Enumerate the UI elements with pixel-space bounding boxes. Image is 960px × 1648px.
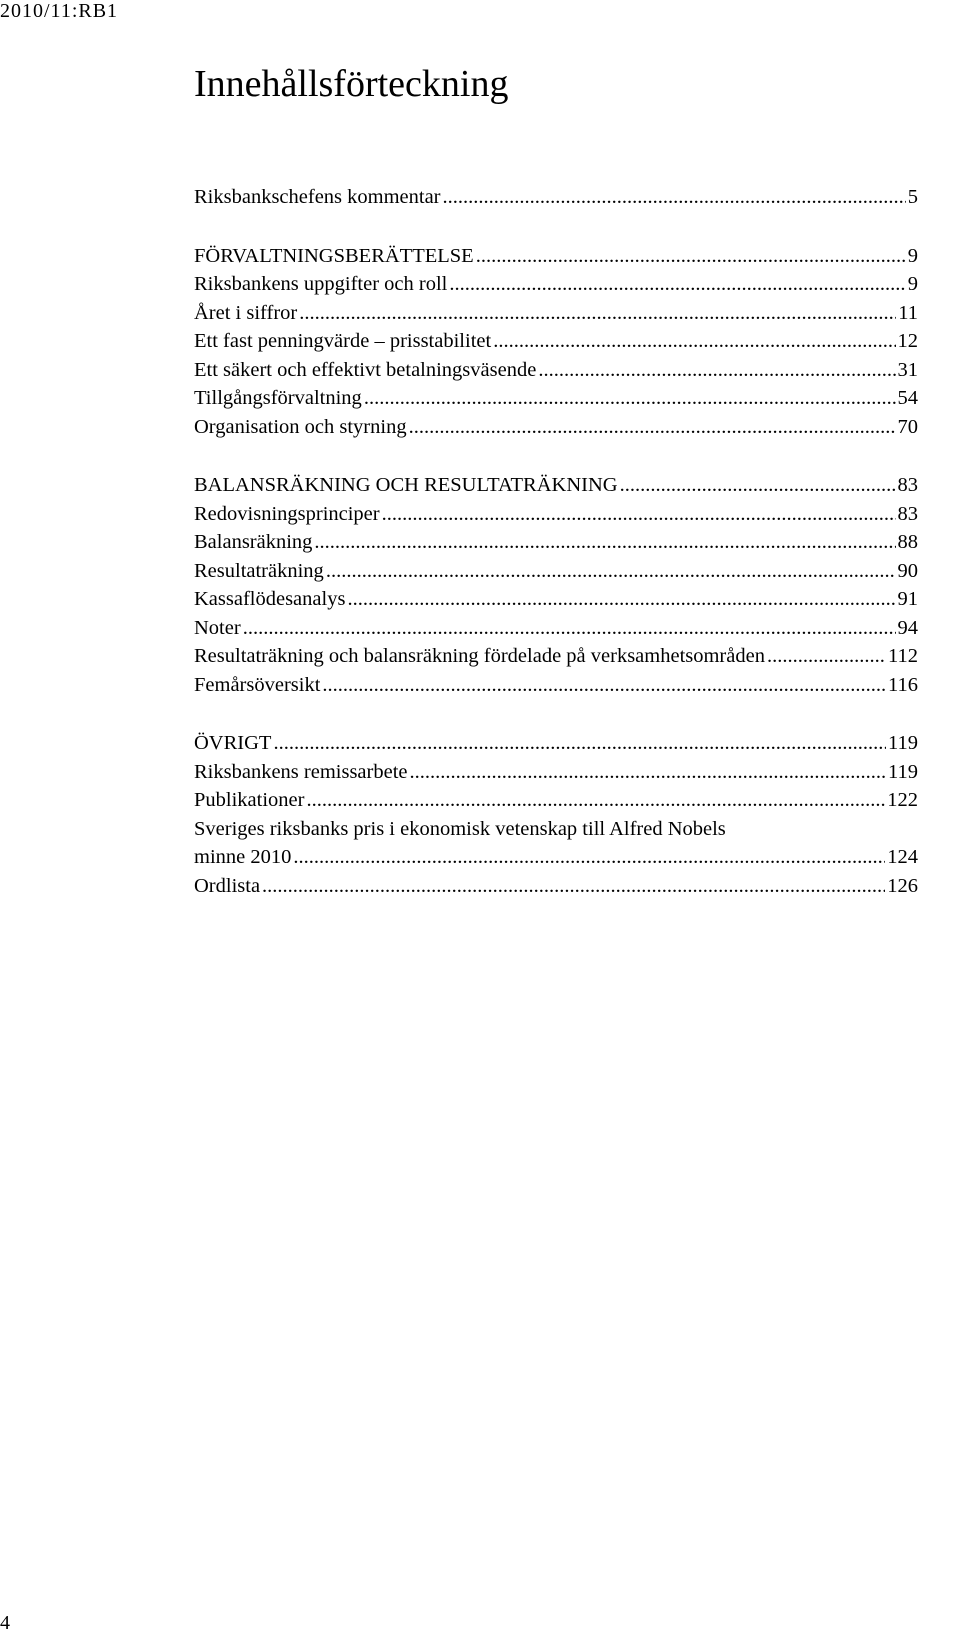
toc-entry-label: Ordlista (194, 874, 261, 897)
toc-entry-page: 116 (888, 673, 918, 696)
dot-leader (476, 242, 906, 271)
toc-entry-page: 5 (907, 186, 918, 208)
toc-entry-label: Kassaflödesanalys (194, 588, 346, 610)
dot-leader (620, 471, 896, 500)
toc-entry-label: BALANSRÄKNING OCH RESULTATRÄKNING (194, 474, 618, 496)
toc-entry-page: 126 (887, 874, 918, 897)
dot-leader (449, 270, 905, 299)
toc-entry-label: ÖVRIGT (194, 732, 272, 754)
dot-leader (347, 585, 895, 614)
toc-entry-page: 94 (897, 616, 918, 639)
toc-entry-page: 12 (897, 330, 918, 352)
toc-entry-label-continued: minne 2010 (194, 846, 292, 868)
page-title: Innehållsförteckning (194, 63, 509, 105)
toc-entry-label: Sveriges riksbanks pris i ekonomisk vetenskap till Alfred Nobels (194, 817, 726, 840)
toc-entry-page: 70 (897, 415, 918, 438)
toc-group (194, 242, 918, 442)
dot-leader (364, 384, 896, 413)
dot-leader (322, 671, 886, 700)
toc-entry-page: 83 (897, 474, 918, 496)
dot-leader (493, 327, 895, 356)
toc-entry[interactable] (194, 872, 918, 901)
toc-entry[interactable] (194, 242, 918, 271)
table-of-contents (194, 183, 918, 930)
toc-group (194, 183, 918, 212)
toc-entry[interactable] (194, 528, 918, 557)
dot-leader (299, 299, 896, 328)
toc-entry-page: 9 (907, 244, 918, 267)
toc-entry-label: Resultaträkning (194, 559, 324, 582)
toc-entry[interactable] (194, 384, 918, 413)
toc-group (194, 729, 918, 900)
toc-entry-page: 83 (897, 502, 918, 525)
toc-entry[interactable] (194, 786, 918, 815)
toc-entry-line2 (194, 843, 918, 872)
toc-entry-page: 112 (888, 645, 918, 667)
dot-leader (409, 413, 896, 442)
toc-entry[interactable] (194, 413, 918, 442)
toc-entry-label: Riksbankschefens kommentar (194, 186, 441, 208)
toc-entry[interactable] (194, 585, 918, 614)
toc-entry[interactable] (194, 183, 918, 212)
toc-entry[interactable] (194, 671, 918, 700)
document-code: 2010/11:RB1 (0, 0, 119, 22)
toc-entry-label: Balansräkning (194, 531, 313, 553)
toc-entry-label: Ett säkert och effektivt betalningsväsende (194, 358, 537, 381)
toc-entry-label: Riksbankens remissarbete (194, 760, 408, 783)
toc-entry-page: 122 (887, 789, 918, 811)
dot-leader (767, 642, 886, 671)
toc-entry-label: Ett fast penningvärde – prisstabilitet (194, 330, 492, 352)
toc-entry[interactable] (194, 557, 918, 586)
toc-entry[interactable] (194, 356, 918, 385)
dot-leader (243, 614, 896, 643)
dot-leader (410, 758, 887, 787)
dot-leader (273, 729, 886, 758)
toc-entry-label: Publikationer (194, 789, 305, 811)
dot-leader (443, 183, 906, 212)
toc-entry[interactable] (194, 327, 918, 356)
toc-entry-label: Riksbankens uppgifter och roll (194, 273, 448, 295)
toc-entry[interactable] (194, 815, 918, 872)
dot-leader (382, 500, 896, 529)
toc-entry-label: Tillgångsförvaltning (194, 387, 362, 409)
toc-entry-label: Redovisningsprinciper (194, 502, 380, 525)
dot-leader (326, 557, 896, 586)
toc-group (194, 471, 918, 699)
toc-entry[interactable] (194, 299, 918, 328)
toc-entry-label: Organisation och styrning (194, 415, 407, 438)
toc-entry-label: Femårsöversikt (194, 673, 321, 696)
dot-leader (306, 786, 885, 815)
toc-entry-label: Resultaträkning och balansräkning fördelade på verksamhetsområden (194, 645, 765, 667)
toc-entry-page: 31 (897, 358, 918, 381)
toc-entry-page: 9 (907, 273, 918, 295)
toc-entry[interactable] (194, 471, 918, 500)
toc-entry-page: 88 (897, 531, 918, 553)
dot-leader (314, 528, 895, 557)
toc-entry-page: 90 (897, 559, 918, 582)
toc-entry[interactable] (194, 729, 918, 758)
toc-entry[interactable] (194, 614, 918, 643)
dot-leader (262, 872, 885, 901)
toc-entry-page: 54 (897, 387, 918, 409)
toc-entry-label: Noter (194, 616, 241, 639)
toc-entry-page: 91 (897, 588, 918, 610)
toc-entry[interactable] (194, 642, 918, 671)
toc-entry[interactable] (194, 758, 918, 787)
dot-leader (538, 356, 895, 385)
toc-entry-page: 11 (898, 301, 918, 324)
toc-entry-page: 119 (888, 732, 918, 754)
toc-entry-label: Året i siffror (194, 301, 298, 324)
toc-entry-label: FÖRVALTNINGSBERÄTTELSE (194, 244, 474, 267)
page-number: 4 (0, 1612, 10, 1634)
toc-entry-page: 119 (888, 760, 918, 783)
dot-leader (293, 843, 885, 872)
toc-entry[interactable] (194, 500, 918, 529)
toc-entry[interactable] (194, 270, 918, 299)
toc-entry-page: 124 (887, 846, 918, 868)
